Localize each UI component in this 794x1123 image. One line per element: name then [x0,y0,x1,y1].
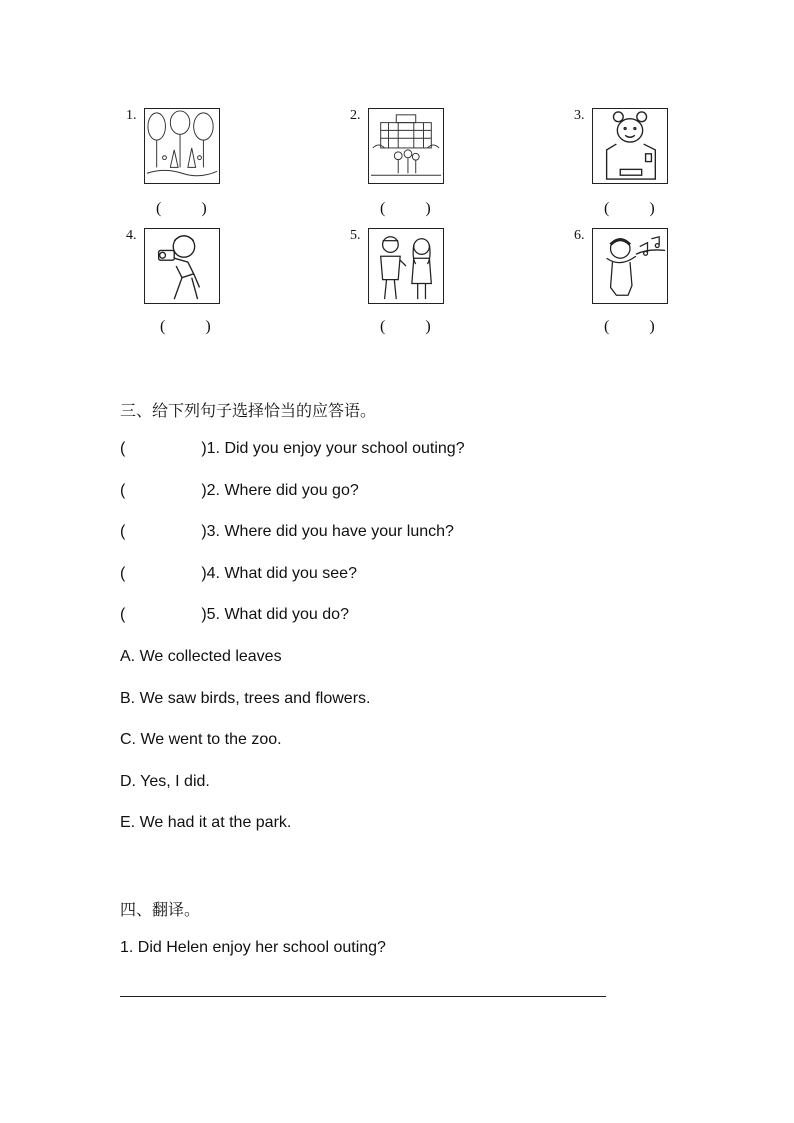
answer-line[interactable] [120,996,606,997]
picture-number: 5. [350,228,361,243]
question-paren[interactable]: ( [120,523,126,540]
answer-parentheses[interactable]: ( ) [604,200,655,217]
question-text: )3. Where did you have your lunch? [201,523,454,540]
picture-item-2 [350,108,480,228]
picture-item-4 [126,228,256,348]
option-b: B. We saw birds, trees and flowers. [120,690,371,707]
picture-item-1 [126,108,256,228]
picture-number: 1. [126,108,137,123]
question-text: )5. What did you do? [201,606,349,623]
girl-at-desk-icon [592,108,668,184]
school-building-icon [368,108,444,184]
question-paren[interactable]: ( [120,482,126,499]
answer-parentheses[interactable]: ( ) [156,200,207,217]
boy-with-camera-icon [144,228,220,304]
picture-number: 3. [574,108,585,123]
section-4-heading: 四、翻译。 [120,900,201,919]
question-text: )1. Did you enjoy your school outing? [201,440,465,457]
park-trees-icon [144,108,220,184]
question-text: )4. What did you see? [201,565,357,582]
picture-item-6 [574,228,704,348]
option-c: C. We went to the zoo. [120,731,282,748]
picture-item-5 [350,228,480,348]
answer-parentheses[interactable]: ( ) [380,318,431,335]
translation-item-1: 1. Did Helen enjoy her school outing? [120,939,386,956]
section-3-heading: 三、给下列句子选择恰当的应答语。 [120,401,377,420]
picture-number: 2. [350,108,361,123]
question-text: )2. Where did you go? [201,482,359,499]
option-d: D. Yes, I did. [120,773,210,790]
question-paren[interactable]: ( [120,606,126,623]
question-1 [120,440,465,458]
option-e: E. We had it at the park. [120,814,292,831]
question-5 [120,606,349,624]
answer-parentheses[interactable]: ( ) [380,200,431,217]
child-with-music-icon [592,228,668,304]
option-a: A. We collected leaves [120,648,282,665]
answer-parentheses[interactable]: ( ) [604,318,655,335]
question-2 [120,482,359,500]
picture-item-3 [574,108,704,228]
question-4 [120,565,357,583]
answer-parentheses[interactable]: ( ) [160,318,211,335]
two-children-talking-icon [368,228,444,304]
question-paren[interactable]: ( [120,565,126,582]
picture-number: 4. [126,228,137,243]
question-paren[interactable]: ( [120,440,126,457]
question-3 [120,523,454,541]
picture-number: 6. [574,228,585,243]
picture-grid [0,0,794,360]
